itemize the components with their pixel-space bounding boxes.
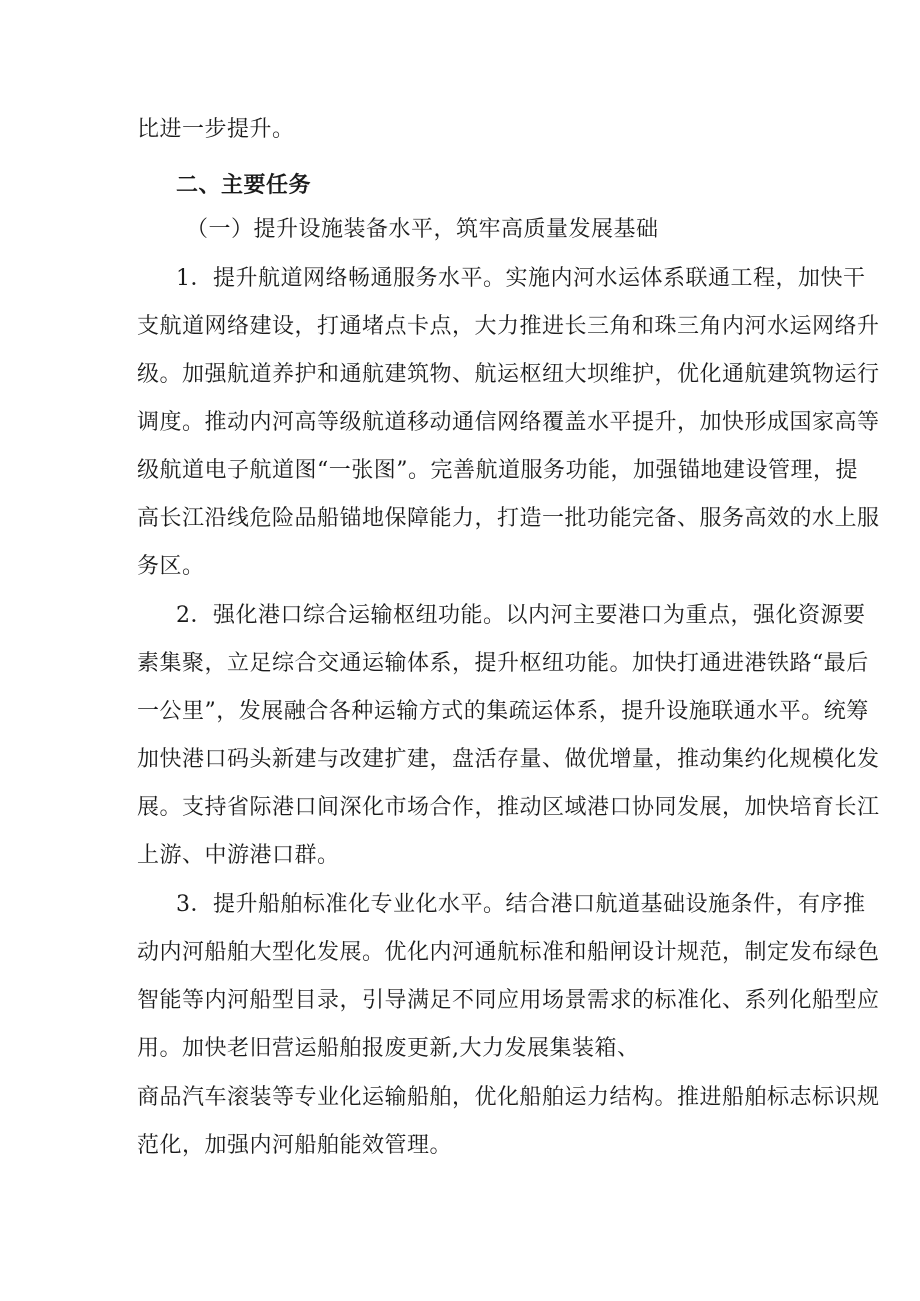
text-line: 级航道电子航道图“一张图”。完善航道服务功能，加强锚地建设管理，提 [137, 458, 858, 483]
text-line: 展。支持省际港口间深化市场合作，推动区域港口协同发展，加快培育长江 [137, 795, 880, 820]
text-line: 上游、中游港口群。 [137, 843, 340, 868]
text-line: 素集聚，立足综合交通运输体系，提升枢纽功能。加快打通进港铁路“最后 [137, 651, 869, 676]
text-line: 支航道网络建设，打通堵点卡点，大力推进长三角和珠三角内河水运网络升 [137, 314, 880, 339]
text-line: 用。加快老旧营运船舶报废更新,大力发展集装箱、 [137, 1036, 640, 1061]
text-line: 1．提升航道网络畅通服务水平。实施内河水运体系联通工程，加快干 [176, 266, 866, 291]
text-line: 2．强化港口综合运输枢纽功能。以内河主要港口为重点，强化资源要 [176, 603, 866, 628]
section-heading: 二、主要任务 [176, 172, 312, 198]
text-line: 比进一步提升。 [137, 117, 295, 142]
text-line: 动内河船舶大型化发展。优化内河通航标准和船闸设计规范，制定发布绿色 [137, 940, 880, 965]
text-line: 一公里”，发展融合各种运输方式的集疏运体系，提升设施联通水平。统筹 [137, 699, 869, 724]
subsection-heading: （一）提升设施装备水平，筑牢高质量发展基础 [186, 217, 659, 242]
text-line: 务区。 [137, 554, 205, 579]
text-line: 级。加强航道养护和通航建筑物、航运枢纽大坝维护，优化通航建筑物运行 [137, 362, 880, 387]
text-line: 3．提升船舶标准化专业化水平。结合港口航道基础设施条件，有序推 [176, 892, 866, 917]
text-line: 智能等内河船型目录，引导满足不同应用场景需求的标准化、系列化船型应 [137, 988, 880, 1013]
text-line: 商品汽车滚装等专业化运输船舶，优化船舶运力结构。推进船舶标志标识规 [137, 1085, 880, 1110]
text-line: 范化，加强内河船舶能效管理。 [137, 1133, 453, 1158]
text-line: 调度。推动内河高等级航道移动通信网络覆盖水平提升，加快形成国家高等 [137, 410, 880, 435]
text-line: 高长江沿线危险品船锚地保障能力，打造一批功能完备、服务高效的水上服 [137, 506, 880, 531]
text-line: 加快港口码头新建与改建扩建，盘活存量、做优增量，推动集约化规模化发 [137, 747, 880, 772]
